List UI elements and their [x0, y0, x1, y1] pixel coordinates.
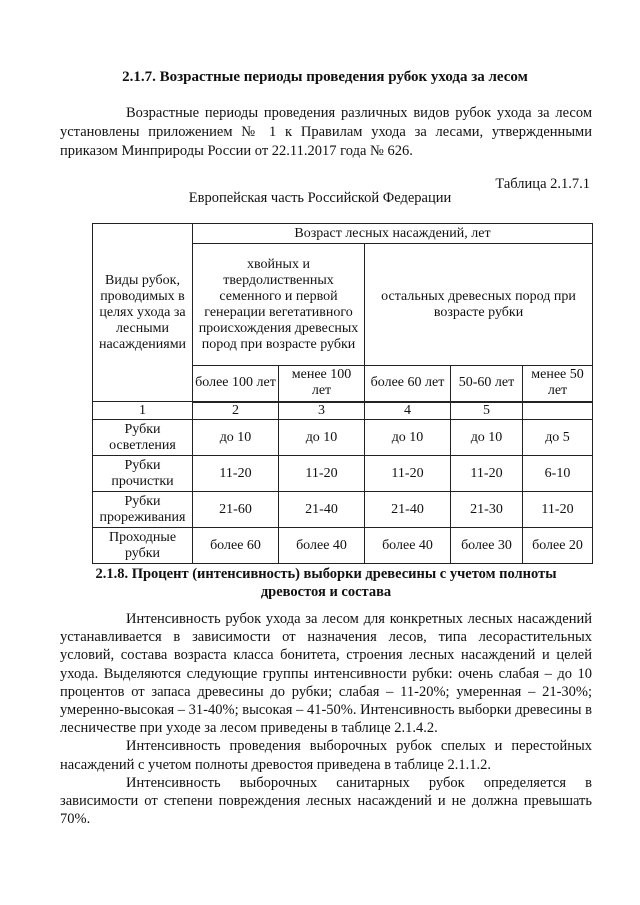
table-cell: до 10: [365, 420, 451, 456]
row-name: Рубки прореживания: [93, 492, 193, 528]
conifer-group-header: хвойных и твердолиственных семенного и первой генерации вегетативного происхождения древесных пород при возрасте рубки: [193, 244, 365, 366]
column-number: 4: [365, 402, 451, 420]
column-number: 2: [193, 402, 279, 420]
row-type-header: Виды рубок, проводимых в целях ухода за лесными насаждениями: [93, 224, 193, 402]
column-number: 1: [93, 402, 193, 420]
table-cell: 6-10: [523, 456, 593, 492]
row-name: Рубки прочистки: [93, 456, 193, 492]
subheader-cell: более 60 лет: [365, 366, 451, 402]
table-cell: более 40: [279, 528, 365, 564]
table-cell: более 60: [193, 528, 279, 564]
table-row: [93, 420, 593, 456]
table-cell: 11-20: [365, 456, 451, 492]
table-cell: 11-20: [523, 492, 593, 528]
column-number: 5: [451, 402, 523, 420]
age-header: Возраст лесных насаждений, лет: [193, 224, 593, 244]
table-cell: 21-40: [279, 492, 365, 528]
table-cell: до 10: [451, 420, 523, 456]
table-cell: 21-40: [365, 492, 451, 528]
table-row: [93, 456, 593, 492]
section-body-2-1-8: [60, 610, 592, 828]
table-cell: 11-20: [451, 456, 523, 492]
table-cell: 21-60: [193, 492, 279, 528]
age-periods-table: [92, 223, 593, 564]
section-paragraph-2-1-7: [60, 104, 592, 161]
other-group-header: остальных древесных пород при возрасте рубки: [365, 244, 593, 366]
table-cell: 11-20: [279, 456, 365, 492]
paragraph: Интенсивность выборочных санитарных рубок определяется в зависимости от степени повреждения лесных насаждений и не должна превышать 70%.: [60, 774, 592, 828]
table-cell: до 5: [523, 420, 593, 456]
subheader-cell: 50-60 лет: [451, 366, 523, 402]
subheader-cell: менее 100 лет: [279, 366, 365, 402]
table-cell: 11-20: [193, 456, 279, 492]
row-name: Рубки осветления: [93, 420, 193, 456]
paragraph-text: Возрастные периоды проведения различных видов рубок ухода за лесом установлены приложением № 1 к Правилам ухода за лесами, утвержденными приказом Минприроды России от 22.11.2017 года № 626.: [60, 105, 592, 159]
table-cell: более 40: [365, 528, 451, 564]
subheader-cell: менее 50 лет: [523, 366, 593, 402]
table-cell: более 20: [523, 528, 593, 564]
table-cell: 21-30: [451, 492, 523, 528]
table-cell: до 10: [193, 420, 279, 456]
column-number: [523, 402, 593, 420]
section-title-2-1-7: 2.1.7. Возрастные периоды проведения рубок ухода за лесом: [122, 69, 528, 85]
row-name: Проходные рубки: [93, 528, 193, 564]
table-number: Таблица 2.1.7.1: [495, 176, 590, 192]
paragraph: Интенсивность рубок ухода за лесом для конкретных лесных насаждений устанавливается в зависимости от назначения лесов, типа лесорастительных условий, состава возраста класса бонитета, строения лесных насаждений и целей ухода. Выделяются следующие группы интенсивности рубки: очень слабая – до 10 процентов от запаса древесины до рубки; слабая – 11-20%; умеренная – 21-30%; умеренно-высокая – 31-40%; высокая – 41-50%. Интенсивность выборки древесины в лесничестве при уходе за лесом приведены в таблице 2.1.4.2.: [60, 611, 592, 737]
section-title-2-1-8: 2.1.8. Процент (интенсивность) выборки древесины с учетом полноты древостоя и состава: [95, 566, 557, 600]
table-caption: Европейская часть Российской Федерации: [188, 190, 452, 206]
table-row: [93, 492, 593, 528]
table-cell: более 30: [451, 528, 523, 564]
subheader-cell: более 100 лет: [193, 366, 279, 402]
table-row: [93, 528, 593, 564]
column-number: 3: [279, 402, 365, 420]
table-cell: до 10: [279, 420, 365, 456]
paragraph: Интенсивность проведения выборочных рубок спелых и перестойных насаждений с учетом полноты древостоя приведена в таблице 2.1.1.2.: [60, 738, 592, 773]
